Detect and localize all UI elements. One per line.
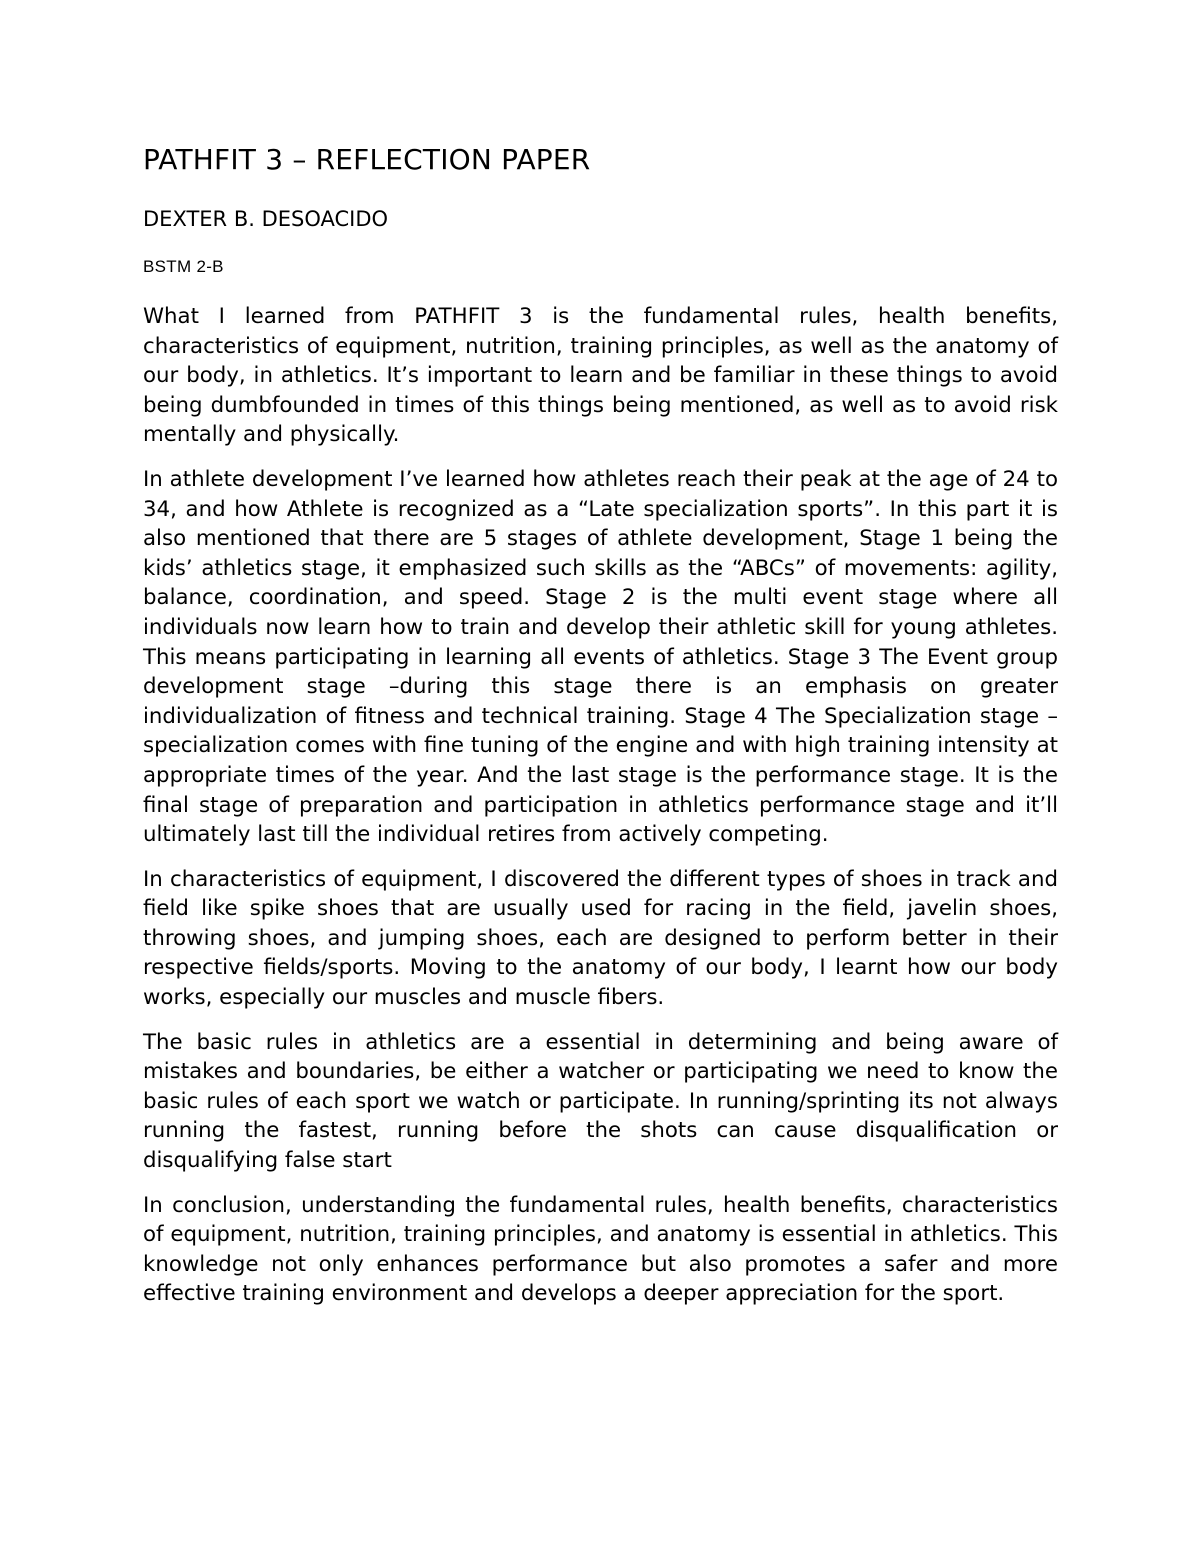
author-name: DEXTER B. DESOACIDO <box>143 207 389 231</box>
paragraph-athlete-development: In athlete development I’ve learned how athletes reach their peak at the age of 24 to 34, and how Athlete is recognized as a “Late specialization sports”. In this part it is also mentioned that there are 5 stages of athlete development, Stage 1 being the kids’ athletics stage, it emphasized such skills as the “ABCs” of movements: agility, balance, coordination, and speed. Stage 2 is the multi event stage where all individuals now learn how to train and develop their athletic skill for young athletes. This means participating in learning all events of athletics. Stage 3 The Event group development stage –during this stage there is an emphasis on greater individualization of fitness and technical training. Stage 4 The Specialization stage – specialization comes with fine tuning of the engine and with high training intensity at appropriate times of the year. And the last stage is the performance stage. It is the final stage of preparation and participation in athletics performance stage and it’ll ultimately last till the individual retires from actively competing. <box>143 466 1058 848</box>
paragraph-equipment: In characteristics of equipment, I discovered the different types of shoes in track and field like spike shoes that are usually used for racing in the field, javelin shoes, throwing shoes, and jumping shoes, each are designed to perform better in their respective fields/sports. Moving to the anatomy of our body, I learnt how our body works, especially our muscles and muscle fibers. <box>143 866 1058 1011</box>
document-title: PATHFIT 3 – REFLECTION PAPER <box>143 143 591 176</box>
paragraph-conclusion: In conclusion, understanding the fundamental rules, health benefits, characteristics of equipment, nutrition, training principles, and anatomy is essential in athletics. This knowledge not only enhances performance but also promotes a safer and more effective training environment and develops a deeper appreciation for the sport. <box>143 1192 1058 1307</box>
paragraph-intro: What I learned from PATHFIT 3 is the fundamental rules, health benefits, characteristics of equipment, nutrition, training principles, as well as the anatomy of our body, in athletics. It’s important to learn and be familiar in these things to avoid being dumbfounded in times of this things being mentioned, as well as to avoid risk mentally and physically. <box>143 304 1058 448</box>
paragraph-basic-rules: The basic rules in athletics are a essential in determining and being aware of mistakes and boundaries, be either a watcher or participating we need to know the basic rules of each sport we watch or participate. In running/sprinting its not always running the fastest, running before the shots can cause disqualification or disqualifying false start <box>143 1029 1058 1174</box>
class-section: BSTM 2-B <box>143 257 224 276</box>
document-body <box>143 140 1058 1324</box>
